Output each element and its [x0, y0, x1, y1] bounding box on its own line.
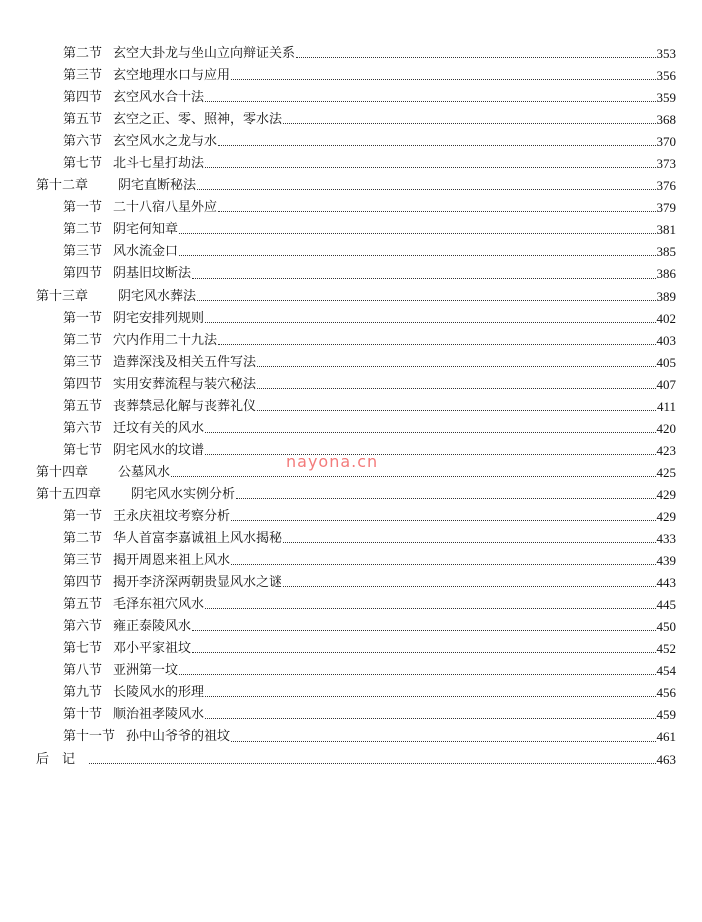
toc-entry — [0, 87, 702, 109]
dot-leader — [205, 608, 655, 609]
entry-title: 阴基旧坟断法 — [113, 266, 192, 282]
dot-leader — [205, 101, 655, 102]
dot-leader — [283, 542, 655, 543]
entry-number: 第二节 — [63, 46, 103, 62]
entry-number: 第三节 — [63, 68, 103, 84]
toc-entry — [0, 330, 702, 352]
entry-title: 穴内作用二十九法 — [113, 332, 218, 348]
page-number: 461 — [656, 729, 676, 745]
entry-title: 亚洲第一坟 — [113, 663, 179, 679]
chapter-number: 第十二章 — [36, 178, 89, 194]
entry-number: 第三节 — [63, 553, 103, 569]
toc-entry — [0, 528, 702, 550]
page-number: 425 — [656, 464, 676, 480]
entry-number: 第一节 — [63, 509, 103, 524]
entry-number: 第四节 — [63, 376, 103, 392]
toc-entry — [0, 682, 702, 704]
chapter-title: 公墓风水 — [118, 464, 171, 480]
dot-leader — [205, 696, 655, 697]
chapter-number: 第十五四章 — [36, 486, 102, 502]
toc-entry — [0, 241, 702, 263]
toc-entry — [0, 153, 702, 175]
entry-title: 长陵风水的形理 — [113, 685, 205, 701]
dot-leader — [89, 763, 655, 764]
toc-entry — [0, 197, 702, 219]
page-number: 356 — [656, 68, 676, 84]
dot-leader — [192, 652, 655, 653]
toc-afterword — [0, 749, 702, 771]
toc-chapter — [0, 484, 702, 506]
entry-title: 丧葬禁忌化解与丧葬礼仪 — [113, 398, 257, 414]
page-number: 423 — [656, 442, 676, 458]
chapter-title: 阴宅风水葬法 — [118, 288, 197, 304]
entry-title: 孙中山爷爷的祖坟 — [126, 729, 231, 745]
page-number: 370 — [656, 134, 676, 150]
dot-leader — [218, 344, 655, 345]
dot-leader — [231, 79, 655, 80]
chapter-number: 第十四章 — [36, 464, 89, 480]
dot-leader — [179, 674, 655, 675]
toc-entry — [0, 43, 702, 65]
dot-leader — [236, 498, 655, 499]
page-number: 411 — [656, 398, 676, 414]
toc-entry — [0, 374, 702, 396]
entry-title: 顺治祖孝陵风水 — [113, 707, 205, 723]
entry-title: 邓小平家祖坟 — [113, 641, 192, 657]
dot-leader — [296, 57, 655, 58]
dot-leader — [192, 630, 655, 631]
toc-entry — [0, 263, 702, 285]
page-number: 368 — [656, 112, 676, 128]
dot-leader — [197, 300, 655, 301]
entry-title: 毛泽东祖穴风水 — [113, 597, 205, 613]
entry-title: 阴宅何知章 — [113, 222, 179, 238]
entry-number: 第六节 — [63, 619, 103, 635]
toc-entry — [0, 506, 702, 528]
dot-leader — [257, 410, 656, 411]
entry-number: 第三节 — [63, 244, 103, 260]
entry-number: 第二节 — [63, 332, 103, 348]
entry-number: 第五节 — [63, 112, 103, 128]
entry-number: 第三节 — [63, 354, 103, 370]
toc-entry — [0, 726, 702, 748]
entry-title: 揭开周恩来祖上风水 — [113, 553, 231, 569]
page-number: 373 — [656, 156, 676, 172]
toc-entry — [0, 704, 702, 726]
page-number: 420 — [656, 420, 676, 436]
page-number: 407 — [656, 376, 676, 392]
page-number: 402 — [656, 310, 676, 326]
toc-entry — [0, 418, 702, 440]
toc-entry — [0, 660, 702, 682]
page-number: 456 — [656, 685, 676, 701]
entry-number: 第六节 — [63, 134, 103, 150]
page-number: 359 — [656, 90, 676, 106]
toc-entry — [0, 594, 702, 616]
entry-number: 第四节 — [63, 90, 103, 106]
entry-number: 第十节 — [63, 707, 103, 723]
entry-title: 华人首富李嘉诚祖上风水揭秘 — [113, 531, 283, 547]
entry-title: 揭开李济深两朝贵显风水之谜 — [113, 575, 283, 591]
afterword-label: 后记 — [36, 751, 89, 767]
dot-leader — [231, 564, 655, 565]
toc-entry — [0, 109, 702, 131]
entry-number: 第八节 — [63, 663, 103, 679]
entry-number: 第七节 — [63, 156, 103, 172]
page-number: 403 — [656, 332, 676, 348]
entry-number: 第一节 — [63, 310, 103, 326]
page-number: 381 — [656, 222, 676, 238]
dot-leader — [218, 211, 655, 212]
page-number: 439 — [656, 553, 676, 569]
toc-entry — [0, 638, 702, 660]
page-number: 376 — [656, 178, 676, 194]
toc-entry — [0, 572, 702, 594]
entry-title: 风水流金口 — [113, 244, 179, 260]
entry-number: 第五节 — [63, 398, 103, 414]
dot-leader — [218, 145, 655, 146]
entry-title: 二十八宿八星外应 — [113, 200, 218, 216]
toc-chapter — [0, 175, 702, 197]
table-of-contents — [0, 43, 702, 771]
page-number: 463 — [656, 751, 676, 767]
entry-number: 第四节 — [63, 575, 103, 591]
chapter-title: 阴宅直断秘法 — [118, 178, 197, 194]
entry-number: 第二节 — [63, 531, 103, 547]
entry-number: 第九节 — [63, 685, 103, 701]
toc-chapter — [0, 286, 702, 308]
entry-number: 第二节 — [63, 222, 103, 238]
dot-leader — [205, 718, 655, 719]
page-number: 379 — [656, 200, 676, 216]
page-number: 452 — [656, 641, 676, 657]
page-number: 405 — [656, 354, 676, 370]
toc-entry — [0, 131, 702, 153]
dot-leader — [205, 322, 655, 323]
dot-leader — [257, 388, 655, 389]
dot-leader — [283, 586, 655, 587]
toc-entry — [0, 308, 702, 330]
page-number: 459 — [656, 707, 676, 723]
page-number: 389 — [656, 288, 676, 304]
entry-title: 玄空大卦龙与坐山立向辩证关系 — [113, 46, 296, 62]
page-number: 386 — [656, 266, 676, 282]
page-number: 445 — [656, 597, 676, 613]
entry-number: 第一节 — [63, 200, 103, 216]
chapter-title: 阴宅风水实例分析 — [131, 486, 236, 502]
entry-title: 造葬深浅及相关五件写法 — [113, 354, 257, 370]
entry-title: 北斗七星打劫法 — [113, 156, 205, 172]
dot-leader — [179, 255, 655, 256]
toc-entry — [0, 352, 702, 374]
page-number: 450 — [656, 619, 676, 635]
dot-leader — [205, 454, 655, 455]
entry-number: 第五节 — [63, 597, 103, 613]
page-number: 429 — [656, 509, 676, 524]
page-number: 443 — [656, 575, 676, 591]
entry-title: 玄空风水合十法 — [113, 90, 205, 106]
page-number: 429 — [656, 486, 676, 502]
page-number: 353 — [656, 46, 676, 62]
toc-entry — [0, 550, 702, 572]
entry-title: 玄空之正、零、照神，零水法 — [113, 112, 283, 128]
dot-leader — [197, 189, 655, 190]
entry-title: 王永庆祖坟考察分析 — [113, 509, 231, 524]
dot-leader — [205, 432, 655, 433]
page-number: 433 — [656, 531, 676, 547]
entry-title: 玄空风水之龙与水 — [113, 134, 218, 150]
dot-leader — [257, 366, 655, 367]
entry-title: 迁坟有关的风水 — [113, 420, 205, 436]
page-number: 454 — [656, 663, 676, 679]
dot-leader — [192, 278, 655, 279]
entry-number: 第十一节 — [63, 729, 116, 745]
entry-title: 实用安葬流程与装穴秘法 — [113, 376, 257, 392]
entry-title: 雍正泰陵风水 — [113, 619, 192, 635]
page-number: 385 — [656, 244, 676, 260]
entry-number: 第六节 — [63, 420, 103, 436]
dot-leader — [179, 233, 655, 234]
entry-title: 玄空地理水口与应用 — [113, 68, 231, 84]
entry-title: 阴宅安排列规则 — [113, 310, 205, 326]
dot-leader — [283, 123, 655, 124]
dot-leader — [205, 167, 655, 168]
dot-leader — [231, 520, 655, 521]
chapter-number: 第十三章 — [36, 288, 89, 304]
dot-leader — [231, 741, 655, 742]
toc-entry — [0, 219, 702, 241]
toc-entry — [0, 616, 702, 638]
entry-number: 第七节 — [63, 442, 103, 458]
entry-number: 第七节 — [63, 641, 103, 657]
watermark: nayona.cn — [286, 452, 379, 471]
entry-number: 第四节 — [63, 266, 103, 282]
toc-entry — [0, 65, 702, 87]
toc-entry — [0, 396, 702, 418]
entry-title: 阴宅风水的坟谱 — [113, 442, 205, 458]
dot-leader — [171, 476, 655, 477]
